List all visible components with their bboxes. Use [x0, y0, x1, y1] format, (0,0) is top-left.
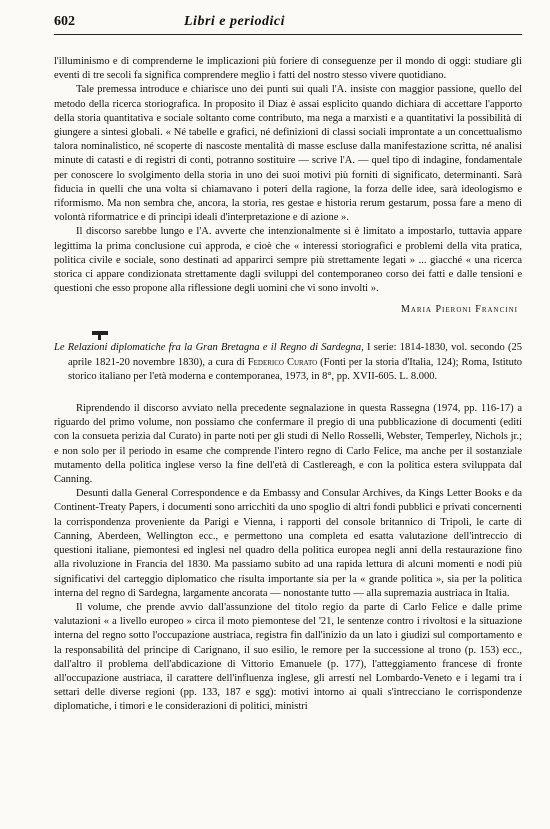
running-title: Libri e periodici: [184, 14, 286, 29]
book-title: Le Relazioni diplomatiche fra la Gran Bretagna e il Regno di Sardegna,: [54, 342, 364, 354]
book-publication: (Fonti per la storia d'Italia, 124); Roma, Istituto storico italiano per l'età moderna e contemporanea, 1973, in 8°, pp. XVII-605. L. 8.000.: [68, 356, 522, 382]
review-signature: Maria Pieroni Francini: [400, 304, 518, 316]
paragraph: Il volume, che prende avvio dall'assunzione del titolo regio da parte di Carlo Felice e dalle prime valutazioni « a livello europeo » circa il moto piemontese del '21, le sentenze contro i rivoltosi e la situazione interna del regno sotto l'occupazione austriaca, registra fin dall'inizio da un lato i giudizi sul comportamento e la responsabilità del principe di Carignano, il suo esilio, le remore per la successione al trono (p. 153) ecc., dall'altro il problema dell'abdicazione di Vittorio Emanuele (p. 177), l'atteggiamento francese di fronte all'occupazione austriaca, il carattere dell'influenza inglese, gli arresti nel Lombardo-Veneto e i legami tra i settari delle diverse regioni (pp. 133, 187 e sgg): motivi intorno ai quali s'intrecciano le corrispondenze diplomatiche, i timori e le considerazioni di politici, ministri: [54, 601, 522, 713]
review-text: [54, 402, 522, 714]
paragraph: Riprendendo il discorso avviato nella precedente segnalazione in questa Rassegna (1974, pp. 116-17) a riguardo del primo volume, non possiamo che confermare il pregio di una pubblicazione di documenti (editi con la consueta perizia dal Curato) in parte noti per gli studi di Nello Rosselli, Webster, Temperley, Nichols jr.; e non solo per il periodo in esame che comprende l'intero regno di Carlo Felice, ma anche per il sostanziale mutamento della politica inglese verso la fine dell'età di Castlereagh, e con la politica estera sviluppata dal Canning.: [54, 403, 522, 486]
paragraph: Il discorso sarebbe lungo e l'A. avverte che intenzionalmente si è limitato a impostarlo, tuttavia appare legittima la prima conclusione cui approda, e cioè che « interessi storiografici e problemi della vita pratica, politica civile e sociale, sono destinati ad apparirci sempre più strettamente legati » ... giacché « una ricerca storica ci appare condizionata strettamente dagli sviluppi del contemporaneo corso dei fatti e dalle tensioni e questioni che esso propone alla riflessione degli uomini che vi sono involti ».: [54, 226, 522, 295]
previous-review-text: [54, 55, 522, 296]
section-mark: [92, 331, 108, 335]
paragraph: l'illuminismo e di comprenderne le implicazioni più foriere di conseguenze per il mondo di oggi: studiare gli eventi di tre secoli fa significa comprendere meglio i fatti del nostro stesso vivere quotidiano.: [54, 56, 522, 82]
book-details: I serie: 1814-1830, vol. secondo (25 aprile 1821-20 novembre 1830), a cura di: [68, 342, 522, 368]
book-editor: Federico Curato: [247, 356, 318, 368]
paragraph: Desunti dalla General Correspondence e da Embassy and Consular Archives, da Kings Letter Books e da Continent-Treaty Papers, i documenti sono arricchiti da uno spoglio di altri fondi pubblici e privati concernenti la corrispondenza proveniente da Parigi e Vienna, i rapporti del console britannico di Tripoli, le carte di Canning, Aberdeen, Wellington ecc., e permettono una completa ed esatta valutazione dell'intreccio di questioni italiane, piemontesi ed inglesi nel quadro della politica europea negli anni della restaurazione fino alla rivoluzione in Francia del 1830. Ma passiamo subito ad una rapida lettura di alcuni momenti e nodi più significativi del carteggio diplomatico che risulta importante sia per la « grande politica », sia per la politica interna del regno di Sardegna, largamente ancorata — nonostante tutto — alla supremazia austriaca in Italia.: [54, 488, 522, 599]
bibliographic-entry: [54, 341, 522, 384]
page-number: 602: [54, 14, 75, 29]
page-header: [54, 8, 522, 35]
paragraph: Tale premessa introduce e chiarisce uno dei punti sui quali l'A. insiste con maggior passione, quello del metodo della ricerca storiografica. In proposito il Diaz è assai esplicito quando dichiara di accettare l'apporto della storia quantitativa e sociale soltanto come contributo, ma nega a marxisti e a quantitativi la possibilità di giungere a sintesi globali. « Né tabelle e grafici, né definizioni di classi sociali improntate a un concettualismo talora nominalistico, né scoperte di nascoste mentalità di masse escluse dalla manifestazione scritta, né analisi minute di catasti e di registri di conti, potranno sostituire — scrive l'A. — quel tipo di indagine, fondamentale per conoscere lo svolgimento della storia in uno dei suoi motivi più forniti di significato, determinanti. Sarà fiducia in quelli che una volta si chiamavano i poteri della ragione, la forza delle idee, sarà ideologismo e riformismo. Ma non sembra che, ancora, la storia, res gestae e historia rerum gestarum, possa fare a meno di volontà riformatrice e di principi ideali d'interpretazione e di azione ».: [54, 84, 522, 224]
